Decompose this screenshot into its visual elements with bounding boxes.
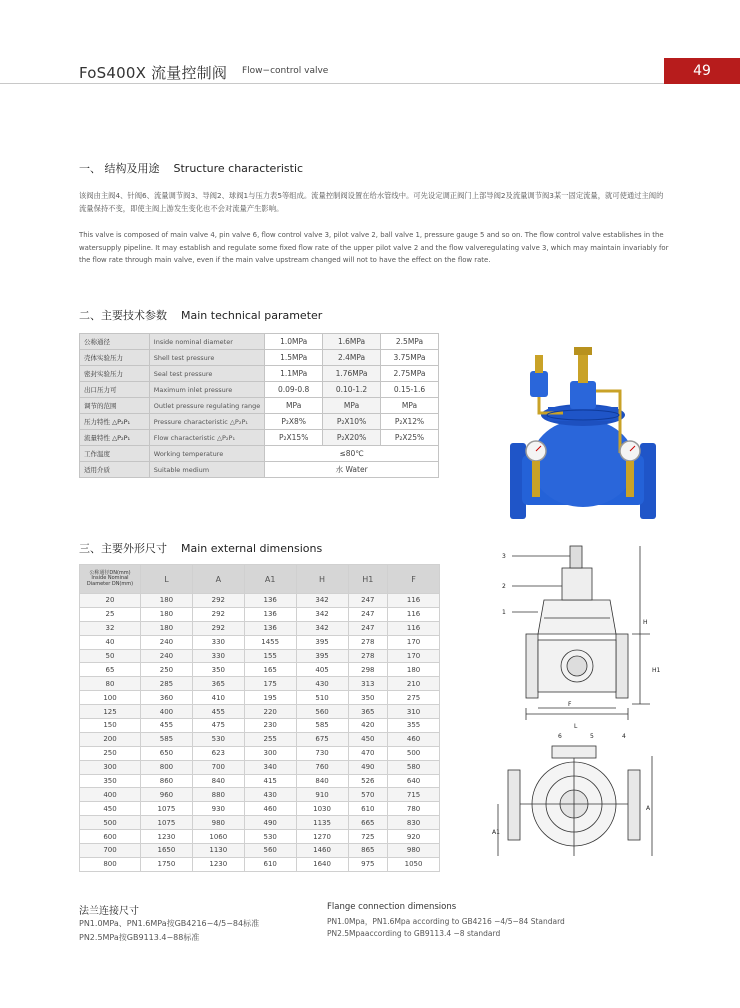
top-view-drawing xyxy=(498,746,652,856)
param-name-cn: 壳体实验压力 xyxy=(80,350,150,366)
dimension-cell: 116 xyxy=(388,607,440,621)
param-name-cn: 公称通径 xyxy=(80,334,150,350)
param-value: P₂X12% xyxy=(381,414,439,430)
dimension-cell: 298 xyxy=(348,663,388,677)
dimension-cell: 195 xyxy=(244,691,296,705)
param-name-en: Pressure characteristic △P₂P₁ xyxy=(149,414,264,430)
section-structure-title xyxy=(79,160,303,176)
dn-cell: 600 xyxy=(80,830,141,844)
dn-cell: 200 xyxy=(80,732,141,746)
table-row xyxy=(80,816,440,830)
dimension-cell: 840 xyxy=(192,774,244,788)
dimension-cell: 116 xyxy=(388,594,440,608)
dimension-cell: 342 xyxy=(296,621,348,635)
param-name-cn: 适用介质 xyxy=(80,462,150,478)
table-header-row xyxy=(80,565,440,594)
dimension-cell: 800 xyxy=(141,760,193,774)
dimension-cell: 675 xyxy=(296,732,348,746)
dimension-cell: 1650 xyxy=(141,844,193,858)
flange-line1-cn: PN1.0MPa、PN1.6MPa按GB4216−4/5−84标准 xyxy=(79,919,260,928)
technical-drawing xyxy=(492,538,664,878)
dimension-cell: 930 xyxy=(192,802,244,816)
section-dimension-title-cn: 三、主要外形尺寸 xyxy=(79,542,167,555)
dimension-cell: 155 xyxy=(244,649,296,663)
dn-cell: 300 xyxy=(80,760,141,774)
dn-cell: 400 xyxy=(80,788,141,802)
dn-cell: 125 xyxy=(80,705,141,719)
dimension-cell: 960 xyxy=(141,788,193,802)
dimension-cell: 560 xyxy=(244,844,296,858)
dimension-cell: 1030 xyxy=(296,802,348,816)
dimension-cell: 640 xyxy=(388,774,440,788)
dimension-cell: 400 xyxy=(141,705,193,719)
dimension-cell: 175 xyxy=(244,677,296,691)
section-parameter-title-en: Main technical parameter xyxy=(181,309,323,322)
dn-cell: 150 xyxy=(80,719,141,733)
dimension-cell: 230 xyxy=(244,719,296,733)
table-row xyxy=(80,719,440,733)
dn-cell: 40 xyxy=(80,635,141,649)
table-row xyxy=(80,774,440,788)
flange-line1-en: PN1.0Mpa，PN1.6Mpa according to GB4216 −4/5−84 Standard xyxy=(327,917,565,926)
dimension-cell: 475 xyxy=(192,719,244,733)
param-name-en: Inside nominal diameter xyxy=(149,334,264,350)
valve-photo xyxy=(508,343,658,521)
dimension-cell: 410 xyxy=(192,691,244,705)
callout-1: 1 xyxy=(502,609,506,616)
dimension-cell: 1130 xyxy=(192,844,244,858)
dimension-cell: 300 xyxy=(244,746,296,760)
dimension-cell: 350 xyxy=(348,691,388,705)
dimension-cell: 980 xyxy=(192,816,244,830)
param-name-cn: 流量特性 △P₂P₁ xyxy=(80,430,150,446)
dimension-cell: 610 xyxy=(244,857,296,871)
dimension-cell: 342 xyxy=(296,607,348,621)
dn-cell: 32 xyxy=(80,621,141,635)
param-value: 1.0MPa xyxy=(265,334,323,350)
dimension-cell: 220 xyxy=(244,705,296,719)
param-name-cn: 调节的范围 xyxy=(80,398,150,414)
param-name-cn: 工作温度 xyxy=(80,446,150,462)
param-value: 2.4MPa xyxy=(323,350,381,366)
dimension-cell: 760 xyxy=(296,760,348,774)
dimension-cell: 240 xyxy=(141,635,193,649)
table-row xyxy=(80,382,439,398)
side-view-drawing xyxy=(512,546,650,720)
dimension-cell: 623 xyxy=(192,746,244,760)
dimension-cell: 526 xyxy=(348,774,388,788)
table-row xyxy=(80,844,440,858)
dimension-cell: 165 xyxy=(244,663,296,677)
table-row xyxy=(80,462,439,478)
page-number: 49 xyxy=(664,58,740,84)
dimension-cell: 180 xyxy=(141,594,193,608)
column-header: L xyxy=(141,565,193,594)
param-name-en: Suitable medium xyxy=(149,462,264,478)
dn-header xyxy=(80,565,141,594)
param-value: ≤80℃ xyxy=(265,446,439,462)
dimension-cell: 278 xyxy=(348,649,388,663)
structure-text-en: This valve is composed of main valve 4, pin valve 6, flow control valve 3, pilot valve 2, ball valve 1, pressure gauge 5 and so on. The flow control valve establishes in the watersupply pipeline. It may establish and regulate some fixed flow rate of the upper pilot valve 2 and the flow valveregulating valve 3, which may maintain invariably for the flow rate through main valve, even if the main valve upstream changed will not to have the effect on the flow rate. xyxy=(79,231,669,264)
table-row xyxy=(80,446,439,462)
column-header: A xyxy=(192,565,244,594)
dimension-cell: 490 xyxy=(244,816,296,830)
dimension-cell: 330 xyxy=(192,649,244,663)
dimension-cell: 1750 xyxy=(141,857,193,871)
param-value: P₂X10% xyxy=(323,414,381,430)
table-row xyxy=(80,594,440,608)
dimension-cell: 470 xyxy=(348,746,388,760)
dimension-cell: 500 xyxy=(388,746,440,760)
section-parameter-title-cn: 二、主要技术参数 xyxy=(79,309,167,322)
dimension-cell: 360 xyxy=(141,691,193,705)
dimension-cell: 1230 xyxy=(192,857,244,871)
dimension-cell: 275 xyxy=(388,691,440,705)
dimension-cell: 840 xyxy=(296,774,348,788)
dimension-cell: 292 xyxy=(192,621,244,635)
param-name-en: Maximum inlet pressure xyxy=(149,382,264,398)
page-subtitle: Flow−control valve xyxy=(242,66,329,76)
dn-cell: 500 xyxy=(80,816,141,830)
dimension-cell: 830 xyxy=(388,816,440,830)
dimension-cell: 350 xyxy=(192,663,244,677)
dn-cell: 100 xyxy=(80,691,141,705)
dimension-cell: 860 xyxy=(141,774,193,788)
param-value: P₂X8% xyxy=(265,414,323,430)
param-value: MPa xyxy=(381,398,439,414)
param-value: 2.5MPa xyxy=(381,334,439,350)
dimension-cell: 580 xyxy=(388,760,440,774)
param-name-cn: 出口压力可 xyxy=(80,382,150,398)
table-row xyxy=(80,414,439,430)
callout-6: 6 xyxy=(558,733,562,740)
param-name-en: Flow characteristic △P₂P₁ xyxy=(149,430,264,446)
dimension-cell: 585 xyxy=(296,719,348,733)
dimension-cell: 210 xyxy=(388,677,440,691)
header-rule xyxy=(0,83,664,84)
dn-cell: 80 xyxy=(80,677,141,691)
table-row xyxy=(80,677,440,691)
dn-cell: 20 xyxy=(80,594,141,608)
table-row xyxy=(80,635,440,649)
dimension-cell: 450 xyxy=(348,732,388,746)
dimension-cell: 880 xyxy=(192,788,244,802)
param-value: 0.10-1.2 xyxy=(323,382,381,398)
dimension-cell: 395 xyxy=(296,635,348,649)
param-value: 3.75MPa xyxy=(381,350,439,366)
table-row xyxy=(80,830,440,844)
section-dimension-title xyxy=(79,540,322,556)
dimension-cell: 725 xyxy=(348,830,388,844)
column-header: H1 xyxy=(348,565,388,594)
dimension-cell: 1455 xyxy=(244,635,296,649)
table-row xyxy=(80,802,440,816)
dn-header-en: Inside Nominal Diameter DN(mm) xyxy=(86,575,134,587)
dimension-cell: 355 xyxy=(388,719,440,733)
dn-cell: 65 xyxy=(80,663,141,677)
param-value: 1.6MPa xyxy=(323,334,381,350)
dimension-cell: 136 xyxy=(244,607,296,621)
dimension-cell: 1075 xyxy=(141,802,193,816)
dn-cell: 700 xyxy=(80,844,141,858)
dimension-cell: 865 xyxy=(348,844,388,858)
dimension-table xyxy=(79,564,440,872)
dn-header-cn: 公称通径DN(mm) xyxy=(89,569,131,576)
table-row xyxy=(80,788,440,802)
param-value: P₂X15% xyxy=(265,430,323,446)
dimension-cell: 342 xyxy=(296,594,348,608)
dimension-cell: 313 xyxy=(348,677,388,691)
dimension-cell: 136 xyxy=(244,594,296,608)
dimension-cell: 975 xyxy=(348,857,388,871)
param-value: 1.1MPa xyxy=(265,366,323,382)
param-value: P₂X20% xyxy=(323,430,381,446)
param-value: 1.76MPa xyxy=(323,366,381,382)
dimension-cell: 180 xyxy=(388,663,440,677)
dimension-cell: 1060 xyxy=(192,830,244,844)
dimension-cell: 395 xyxy=(296,649,348,663)
dimension-cell: 490 xyxy=(348,760,388,774)
dimension-cell: 292 xyxy=(192,594,244,608)
dimension-cell: 455 xyxy=(192,705,244,719)
flange-title-en: Flange connection dimensions xyxy=(327,902,457,912)
dimension-cell: 560 xyxy=(296,705,348,719)
section-dimension-title-en: Main external dimensions xyxy=(181,542,323,555)
dimension-cell: 715 xyxy=(388,788,440,802)
dimension-cell: 430 xyxy=(244,788,296,802)
param-value: MPa xyxy=(265,398,323,414)
param-value: 1.5MPa xyxy=(265,350,323,366)
table-row xyxy=(80,350,439,366)
dimension-cell: 415 xyxy=(244,774,296,788)
callout-2: 2 xyxy=(502,583,506,590)
dim-label-l: L xyxy=(574,723,578,730)
dimension-cell: 365 xyxy=(348,705,388,719)
dimension-cell: 365 xyxy=(192,677,244,691)
dimension-cell: 247 xyxy=(348,621,388,635)
dimension-cell: 255 xyxy=(244,732,296,746)
dimension-cell: 180 xyxy=(141,607,193,621)
dim-label-a1: A1 xyxy=(492,829,500,836)
valve-body-image xyxy=(510,347,656,519)
callout-4: 4 xyxy=(622,733,626,740)
dimension-cell: 247 xyxy=(348,607,388,621)
dimension-cell: 1050 xyxy=(388,857,440,871)
section-structure-title-cn: 一、 结构及用途 xyxy=(79,162,160,175)
dimension-cell: 650 xyxy=(141,746,193,760)
column-header: H xyxy=(296,565,348,594)
param-value: 0.15-1.6 xyxy=(381,382,439,398)
dimension-cell: 460 xyxy=(244,802,296,816)
dn-cell: 450 xyxy=(80,802,141,816)
dimension-cell: 1230 xyxy=(141,830,193,844)
dimension-cell: 250 xyxy=(141,663,193,677)
dimension-cell: 455 xyxy=(141,719,193,733)
dimension-cell: 570 xyxy=(348,788,388,802)
dn-cell: 250 xyxy=(80,746,141,760)
dim-label-a: A xyxy=(646,805,651,812)
dimension-cell: 1640 xyxy=(296,857,348,871)
dimension-cell: 116 xyxy=(388,621,440,635)
flange-title-cn: 法兰连接尺寸 xyxy=(79,906,139,917)
table-row xyxy=(80,334,439,350)
dimension-cell: 405 xyxy=(296,663,348,677)
dimension-cell: 430 xyxy=(296,677,348,691)
param-value: 0.09-0.8 xyxy=(265,382,323,398)
table-row xyxy=(80,607,440,621)
dimension-cell: 665 xyxy=(348,816,388,830)
dim-label-h: H xyxy=(643,619,648,626)
param-value: 2.75MPa xyxy=(381,366,439,382)
section-structure-title-en: Structure characteristic xyxy=(173,162,304,175)
dimension-cell: 340 xyxy=(244,760,296,774)
param-value: 水 Water xyxy=(265,462,439,478)
param-name-cn: 压力特性 △P₂P₁ xyxy=(80,414,150,430)
dim-label-h1: H1 xyxy=(652,667,661,674)
flange-line2-en: PN2.5Mpaaccording to GB9113.4 −8 standard xyxy=(327,929,501,938)
callout-3: 3 xyxy=(502,553,506,560)
param-name-en: Seal test pressure xyxy=(149,366,264,382)
dimension-cell: 1460 xyxy=(296,844,348,858)
dimension-cell: 285 xyxy=(141,677,193,691)
table-row xyxy=(80,760,440,774)
dn-cell: 50 xyxy=(80,649,141,663)
structure-text-cn: 该阀由主阀4、针阀6、流量调节阀3、导阀2、球阀1与压力表5等组成。流量控制阀设置在给水管线中。可先设定调正阀门上部导阀2及流量调节阀3某一固定流量，就可使通过主阀的流量保持不变，即使主阀上游发生变化也不会对流量产生影响。 xyxy=(79,191,664,213)
dimension-cell: 730 xyxy=(296,746,348,760)
page-title: FoS400X 流量控制阀 xyxy=(79,64,228,82)
dimension-cell: 247 xyxy=(348,594,388,608)
dimension-cell: 1075 xyxy=(141,816,193,830)
dimension-cell: 278 xyxy=(348,635,388,649)
dimension-cell: 1270 xyxy=(296,830,348,844)
dimension-cell: 292 xyxy=(192,607,244,621)
dimension-cell: 330 xyxy=(192,635,244,649)
dn-cell: 350 xyxy=(80,774,141,788)
dimension-cell: 170 xyxy=(388,635,440,649)
dimension-cell: 920 xyxy=(388,830,440,844)
callout-5: 5 xyxy=(590,733,594,740)
dimension-cell: 530 xyxy=(192,732,244,746)
dimension-cell: 240 xyxy=(141,649,193,663)
param-name-en: Shell test pressure xyxy=(149,350,264,366)
table-row xyxy=(80,705,440,719)
dimension-cell: 170 xyxy=(388,649,440,663)
dimension-cell: 910 xyxy=(296,788,348,802)
dimension-cell: 980 xyxy=(388,844,440,858)
dimension-cell: 585 xyxy=(141,732,193,746)
dn-cell: 25 xyxy=(80,607,141,621)
param-name-en: Outlet pressure regulating range xyxy=(149,398,264,414)
dimension-cell: 510 xyxy=(296,691,348,705)
flange-line2-cn: PN2.5MPa按GB9113.4−88标准 xyxy=(79,933,200,942)
param-name-cn: 密封实验压力 xyxy=(80,366,150,382)
dimension-cell: 310 xyxy=(388,705,440,719)
dim-label-f: F xyxy=(568,701,572,708)
section-parameter-title xyxy=(79,307,322,323)
dimension-cell: 610 xyxy=(348,802,388,816)
dn-cell: 800 xyxy=(80,857,141,871)
table-row xyxy=(80,649,440,663)
table-row xyxy=(80,430,439,446)
parameter-table xyxy=(79,333,439,478)
dimension-cell: 780 xyxy=(388,802,440,816)
table-row xyxy=(80,398,439,414)
dimension-cell: 1135 xyxy=(296,816,348,830)
dimension-cell: 420 xyxy=(348,719,388,733)
table-row xyxy=(80,732,440,746)
dimension-cell: 460 xyxy=(388,732,440,746)
table-row xyxy=(80,691,440,705)
table-row xyxy=(80,746,440,760)
table-row xyxy=(80,621,440,635)
table-row xyxy=(80,366,439,382)
param-value: P₂X25% xyxy=(381,430,439,446)
dimension-cell: 700 xyxy=(192,760,244,774)
param-name-en: Working temperature xyxy=(149,446,264,462)
column-header: A1 xyxy=(244,565,296,594)
table-row xyxy=(80,663,440,677)
dimension-cell: 180 xyxy=(141,621,193,635)
column-header: F xyxy=(388,565,440,594)
dimension-cell: 530 xyxy=(244,830,296,844)
dimension-cell: 136 xyxy=(244,621,296,635)
table-row xyxy=(80,857,440,871)
param-value: MPa xyxy=(323,398,381,414)
